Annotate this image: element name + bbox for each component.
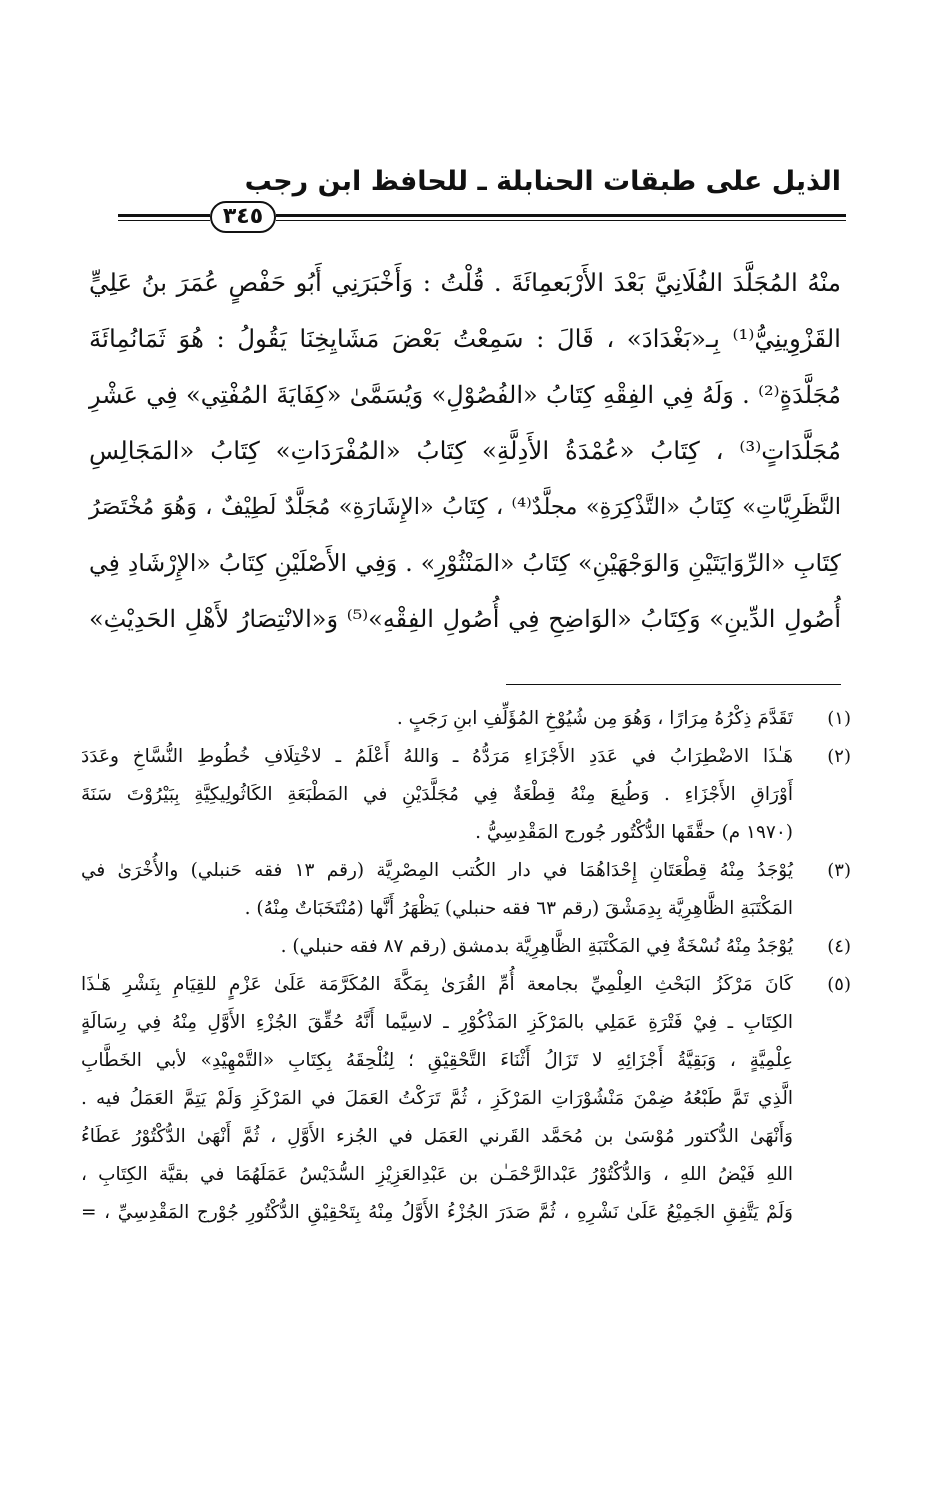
footnote-line: هَـٰذَا الاضْطِرَابُ في عَدَدِ الأَجْزَاءِ مَرَدُّهُ ـ وَاللهُ أَعْلَمُ ـ لاخْتِلَافِ خُطُوطِ النُّسَّاخِ وعَدَدَ: [81, 746, 793, 767]
footnote-number: (٢): [827, 746, 851, 767]
body-text: [89, 255, 841, 647]
footnote-3: [81, 852, 851, 928]
body-line: القَزْوِينِيُّ⁽¹⁾ بِـ«بَغْدَادَ» ، قَالَ : سَمِعْتُ بَعْضَ مَشَايِخِنَا يَقُولُ : هُوَ ثَمَانُمِائَةَ: [89, 324, 841, 353]
body-line: كِتَابِ «الرِّوَايَتَيْنِ وَالوَجْهَيْنِ» كِتَابُ «المَنْثُوْرِ» . وَفِي الأَصْلَيْنِ كِتَابُ «الإِرْشَادِ فِي: [89, 549, 841, 577]
footnote-number: (٤): [827, 936, 851, 957]
footnote-line: يُوْجَدُ مِنْهُ نُسْخَةٌ فِي المَكْتَبَةِ الظَّاهِرِيَّة بدمشق (رقم ٨٧ فقه حنبلي) .: [280, 936, 793, 957]
footnote-line: تَقَدَّمَ ذِكْرُهُ مِرَارًا ، وَهُوَ مِن شُيُوْخِ المُؤَلِّفِ ابنِ رَجَبٍ .: [396, 708, 793, 729]
footnote-number: (٥): [827, 974, 851, 995]
footnote-line: وَأَنْهَىٰ الدُّكتور مُوْسَىٰ بن مُحَمَّد القَرني العَمَل في الجُزء الأَوَّلِ ، ثُمَّ أَنْهَىٰ الدُّكْتُوْرُ عَطَاءُ: [81, 1126, 793, 1147]
footnote-line: كَانَ مَرْكَزُ البَحْثِ العِلْمِيِّ بجامعة أُمِّ القُرَىٰ بِمَكَّةَ المُكَرَّمَة عَلَىٰ عَزْمٍ للقِيَامِ بِنَشْرِ هَـٰذَا: [81, 974, 793, 995]
page-number: ٣٤٥: [210, 201, 276, 233]
footnote-line: أَوْرَاقِ الأَجْزَاءِ . وَطُبِعَ مِنْهُ قِطْعَةٌ فِي مُجَلَّدَيْنِ في المَطْبَعَةِ الكَاثُولِيكِيَّةِ بِبَيْرُوْتَ سَنَةَ: [81, 784, 793, 805]
header-rule-line-right: [276, 214, 846, 221]
footnote-5: [81, 966, 851, 1232]
body-line: مُجَلَّدَةٍ⁽²⁾ . وَلَهُ فِي الفِقْهِ كِتَابُ «الفُصُوْلِ» وَيُسَمَّىٰ «كِفَايَةَ المُفْتِي» فِي عَشْرِ: [89, 381, 841, 409]
footnote-line: يُوْجَدُ مِنْهُ قِطْعَتَانِ إِحْدَاهُمَا في دار الكُتب المِصْرِيَّة (رقم ١٣ فقه حَنبلي) والأُخْرَىٰ في: [81, 860, 793, 881]
footnote-number: (٣): [827, 860, 851, 881]
header-rule-line-left: [118, 214, 210, 221]
body-line: أُصُولِ الدِّينِ» وَكِتَابُ «الوَاضِحِ فِي أُصُولِ الفِقْهِ»⁽⁵⁾ وَ«الانْتِصَارُ لأَهْلِ الحَدِيْثِ»: [89, 605, 841, 633]
header-rule: [118, 201, 846, 237]
footnote-line: الَّذِي تَمَّ طَبْعُهُ ضِمْنَ مَنْشُوْرَاتِ المَرْكَزِ ، ثُمَّ تَرَكْتُ العَمَلَ في المَرْكَزِ وَلَمْ يَتِمَّ العَمَلُ فيه .: [81, 1088, 793, 1109]
body-line: مُجَلَّدَاتٍ⁽³⁾ ، كِتَابُ «عُمْدَةُ الأَدِلَّةِ» كِتَابُ «المُفْرَدَاتِ» كِتَابُ «المَجَالِسِ: [89, 436, 841, 465]
footnote-line: اللهِ فَيْضُ اللهِ ، وَالدُّكْتُوْرُ عَبْدالرَّحْمَـٰن بن عَبْدِالعَزِيْزِ السُّدَيْسُ عَمَلَهُمَا في بقيَّة الكِتَابِ ،: [81, 1164, 793, 1185]
footnote-number: (١): [827, 708, 851, 729]
footnote-line: عِلْمِيَّةٍ ، وَبَقِيَّةُ أَجْزَائِهِ لا تَزَالُ أَثْنَاءَ التَّحْقِيْقِ ؛ لِنُلْحِقَهُ بِكِتَابِ «التَّمْهِيْدِ» لأبي الخَطَّابِ: [81, 1050, 793, 1071]
footnote-line: الكِتَابِ ـ فِيْ فَتْرَةِ عَمَلِي بالمَرْكَزِ المَذْكُوْرِ ـ لاسِيَّما أَنَّهُ حُقِّقَ الجُزْءِ الأَوَّلِ مِنْهُ فِي رِسَالَةٍ: [81, 1012, 793, 1033]
footnote-2: [81, 738, 851, 852]
footnote-line: المَكْتَبَةِ الظَّاهِرِيَّة بِدِمَشْقَ (رقم ٦٣ فقه حنبلي) يَظْهَرُ أَنَّها (مُنْتَخَبَاتٌ مِنْهُ) .: [244, 898, 793, 919]
footnote-1: [81, 700, 851, 738]
footnote-4: [81, 928, 851, 966]
footnote-line: (١٩٧٠ م) حقَّقَها الدُّكْتُور جُورج المَقْدِسِيُّ .: [475, 822, 793, 843]
body-line: منْهُ المُجَلَّدَ الفُلَانِيَّ بَعْدَ الأَرْبَعمِائَةَ . قُلْتُ : وَأَخْبَرَنِي أَبُو حَفْصٍ عُمَرَ بنُ عَلِيٍّ: [89, 268, 841, 297]
footnote-separator: [506, 684, 841, 685]
footnotes: [81, 700, 851, 1232]
running-header-title: الذيل على طبقات الحنابلة ـ للحافظ ابن رجب: [244, 166, 841, 197]
footnote-line: وَلَمْ يَتَّفِقِ الجَمِيْعُ عَلَىٰ نَشْرِهِ ، ثُمَّ صَدَرَ الجُزْءُ الأَوَّلُ مِنْهُ بِتَحْقِيْقِ الدُّكْتُورِ جُوْرج المَقْدِسِيِّ ، =: [81, 1202, 793, 1223]
body-line: النَّظَرِيَّاتِ» كِتَابُ «التَّذْكِرَةِ» مجلَّدٌ⁽⁴⁾ ، كِتَابُ «الإِشَارَةِ» مُجَلَّدٌ لَطِيْفٌ ، وَهُوَ مُخْتَصَرُ: [89, 494, 842, 520]
